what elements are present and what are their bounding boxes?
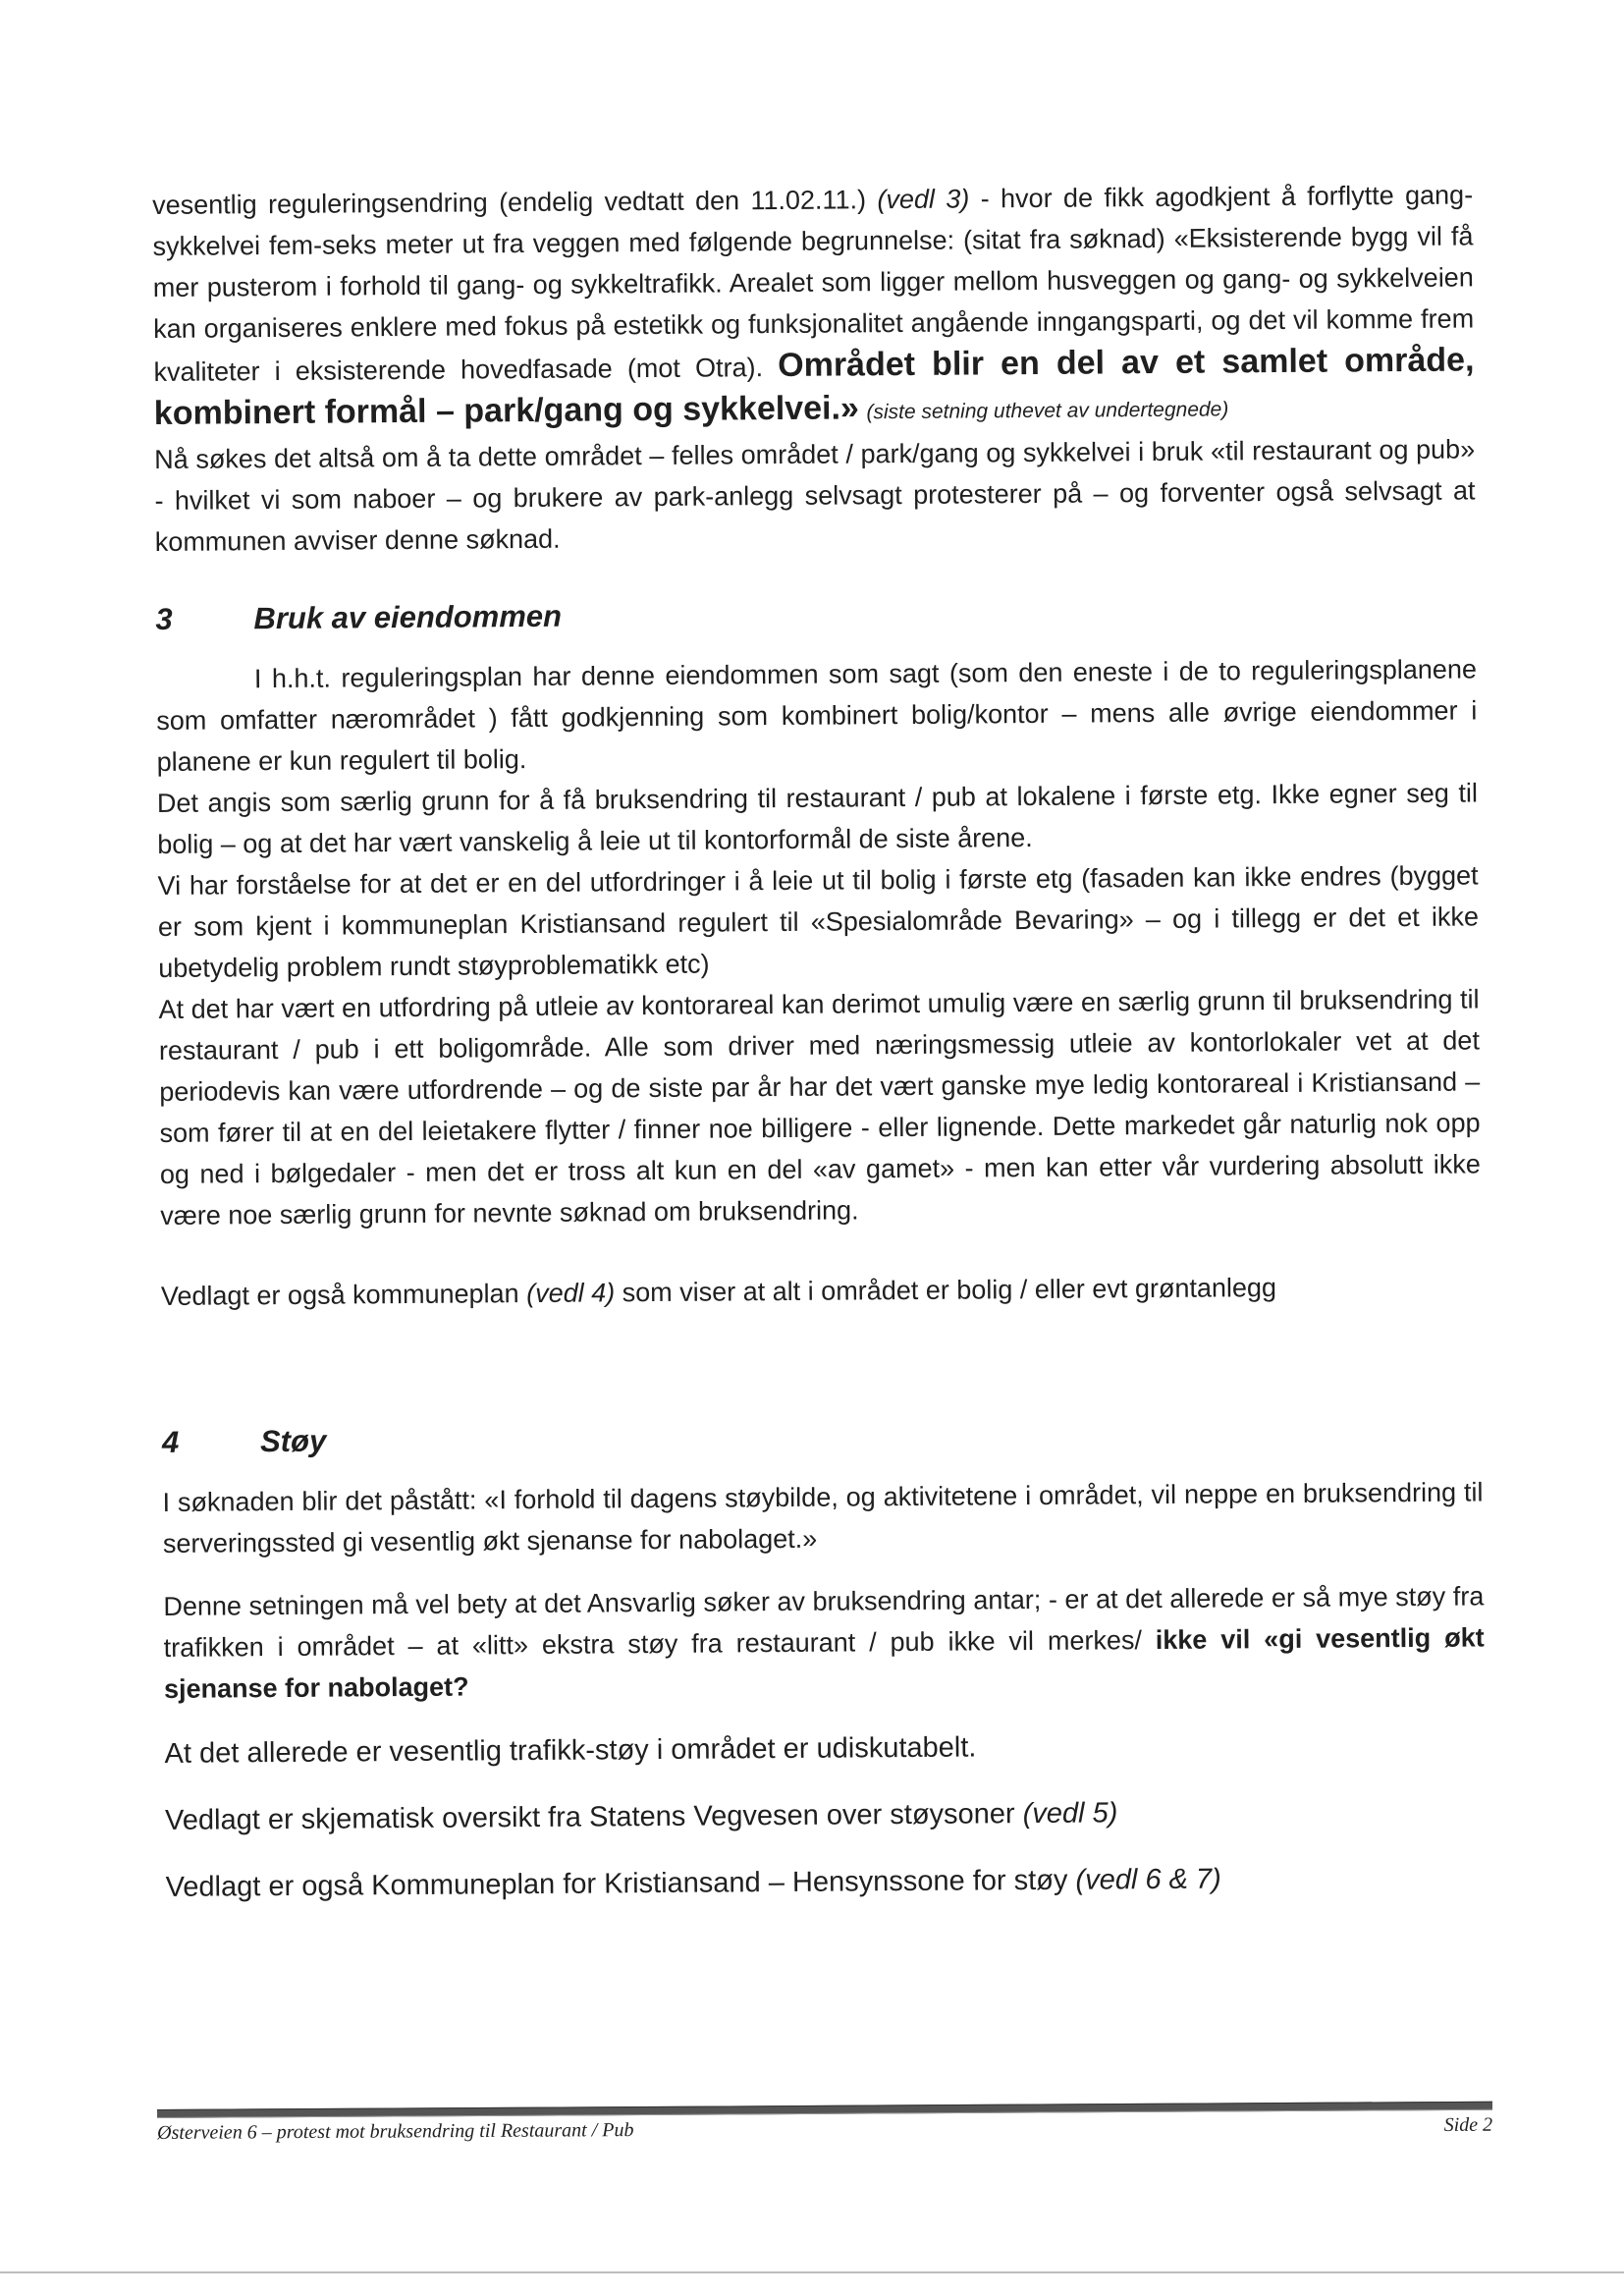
section-3-number: 3 <box>155 601 173 636</box>
section-3-paragraph-2: Det angis som særlig grunn for å få bruksendring til restaurant / pub at lokalene i første etg. Ikke egner seg til bolig – og at det har vært vanskelig å leie ut til kontorformål de siste årene. <box>156 778 1479 859</box>
paragraph-quote <box>152 174 1475 439</box>
section-3-title: Bruk av eiendommen <box>253 598 563 636</box>
noise-zone-attachment-text: Vedlagt er skjematisk oversikt fra Statens Vegvesen over støysoner <box>164 1798 1015 1836</box>
attachment-ref-5: (vedl 5) <box>1022 1797 1118 1831</box>
page-number: Side 2 <box>1443 2113 1493 2136</box>
section-4-paragraph-1: I søknaden blir det påstått: «I forhold til dagens støybilde, og aktivitetene i området, vil neppe en bruksendring til serveringssted gi vesentlig økt sjenanse for nabolaget.» <box>162 1477 1484 1558</box>
section-4-paragraph-5 <box>165 1854 1486 1910</box>
attachment-ref-3: (vedl 3) <box>877 184 970 215</box>
municipal-plan-attachment-text: Vedlagt er også Kommuneplan for Kristiansand – Hensynssone for støy <box>165 1864 1068 1903</box>
plan-attachment-text-end: som viser at alt i området er bolig / eller evt grøntanlegg <box>622 1273 1277 1308</box>
noise-assumption-text: Denne setningen må vel bety at det Ansvarlig søker av bruksendring antar; - er at det allerede er så mye støy fra trafikken i området – at «litt» ekstra støy fra restaurant / pub ikke vil merkes/ <box>163 1581 1485 1663</box>
section-3-paragraph-3: Vi har forståelse for at det er en del utfordringer i å leie ut til bolig i første etg (fasaden kan ikke endres (bygget er som kjent i kommuneplan Kristiansand regulert til «Spesialområde Bevaring» – og i tillegg er det et ikke ubetydelig problem rundt støyproblematikk etc) <box>157 860 1480 983</box>
footer-title: Østerveien 6 – protest mot bruksendring til Restaurant / Pub <box>157 2119 634 2144</box>
emphasis-note: (siste setning uthevet av undertegnede) <box>866 398 1229 424</box>
plan-attachment-text: Vedlagt er også kommuneplan <box>160 1279 519 1311</box>
attachment-ref-6-7: (vedl 6 & 7) <box>1075 1863 1221 1896</box>
attachment-ref-4: (vedl 4) <box>526 1278 616 1309</box>
section-4-title: Støy <box>259 1423 327 1459</box>
scan-edge-line <box>0 2271 1624 2273</box>
section-4-paragraph-3: At det allerede er vesentlig trafikk-støy i området er udiskutabelt. <box>164 1731 977 1770</box>
paragraph-application: Nå søkes det altså om å ta dette området – felles området / park/gang og sykkelvei i bruk «til restaurant og pub» - hvilket vi som naboer – og brukere av park-anlegg selvsagt protesterer på – og forventer også selvsagt at kommunen avviser denne søknad. <box>154 434 1476 557</box>
section-4-number: 4 <box>161 1424 180 1459</box>
emphasized-sentence: Området blir en del av et samlet område, kombinert formål – park/gang og sykkelvei.» <box>153 341 1475 432</box>
section-3-paragraph-1: I h.h.t. reguleringsplan har denne eiendommen som sagt (som den eneste i de to reguleringsplanene som omfatter nærområdet ) fått godkjenning som kombinert bolig/kontor – mens alle øvrige eiendommer i planene er kun regulert til bolig. <box>156 654 1478 777</box>
page-footer <box>157 2102 1492 2145</box>
quote-intro-text: vesentlig reguleringsendring (endelig vedtatt den 11.02.11.) <box>152 185 867 220</box>
page-body <box>152 174 1487 1910</box>
section-4-paragraph-2 <box>163 1575 1485 1710</box>
section-3-paragraph-4: At det har vært en utfordring på utleie av kontorareal kan derimot umulig være en særlig grunn til bruksendring til restaurant / pub i ett boligområde. Alle som driver med næringsmessig utleie av kontorlokaler vet at det periodevis kan være utfordrende – og de siste par år har det vært ganske mye ledig kontorareal i Kristiansand – som fører til at en del leietakere flytter / finner noe billigere - eller lignende. Dette markedet går naturlig nok opp og ned i bølgedaler - men det er tross alt kun en del «av gamet» - men kan etter vår vurdering absolutt ikke være noe særlig grunn for nevnte søknad om bruksendring. <box>158 984 1481 1230</box>
noise-assumption-bold: ikke vil «gi vesentlig økt sjenanse for nabolaget? <box>163 1622 1485 1704</box>
quote-body-text: - hvor de fikk agodkjent å forflytte gang-sykkelvei fem-seks meter ut fra veggen med følgende begrunnelse: (sitat fra søknad) «Eksisterende bygg vil få mer pusterom i forhold til gang- og sykkeltrafikk. Arealet som ligger mellom husveggen og gang- og sykkelveien kan organiseres enklere med fokus på estetikk og funksjonalitet angående inngangsparti, og det vil komme frem kvaliteter i eksisterende hovedfasade (mot Otra). <box>152 180 1475 387</box>
